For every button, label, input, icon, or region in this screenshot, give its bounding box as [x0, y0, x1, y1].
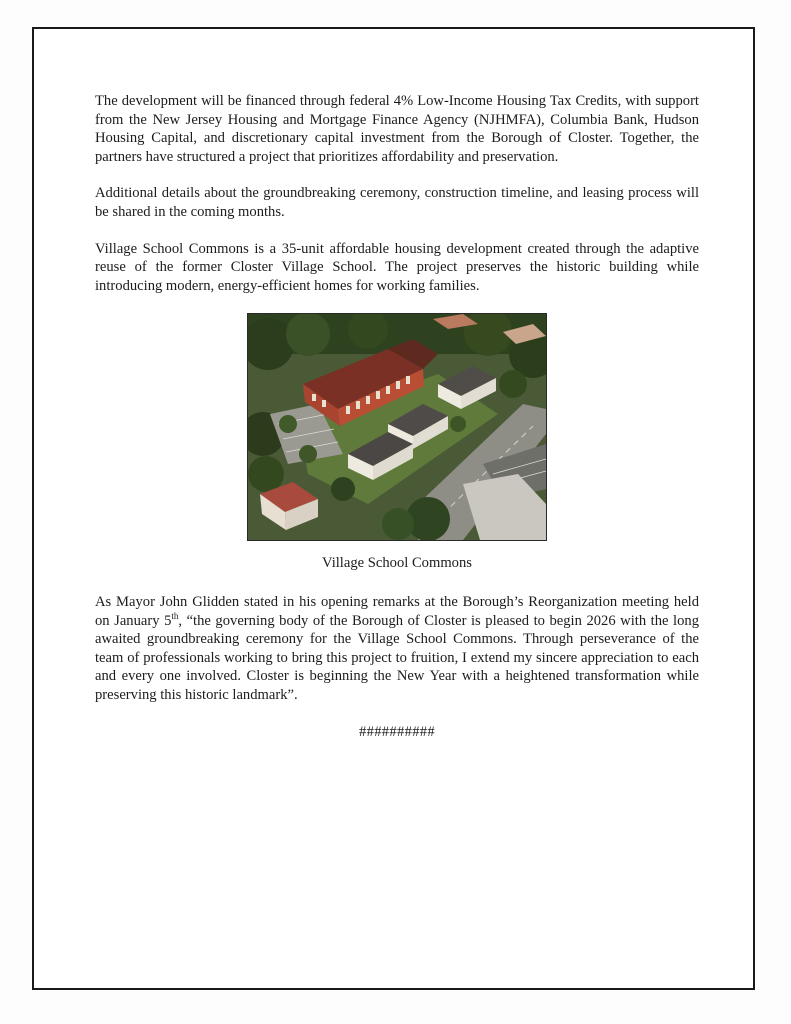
village-school-commons-rendering	[247, 313, 547, 541]
quote-text-start: As Mayor John Glidden stated in his opening remarks at the Borough’s Reorganization meeting held on January 5	[95, 593, 699, 629]
figure-caption: Village School Commons	[322, 555, 472, 572]
document-page	[32, 27, 755, 990]
paragraph-financing: The development will be financed through federal 4% Low-Income Housing Tax Credits, with support from the New Jersey Housing and Mortgage Finance Agency (NJHMFA), Columbia Bank, Hudson Housing Capital, and discretionary capital investment from the Borough of Closter. Together, the partners have structured a project that prioritizes affordability and preservation.	[95, 93, 699, 165]
quote-text-end: , “the governing body of the Borough of Closter is pleased to begin 2026 with the long awaited groundbreaking ceremony for the Village School Commons. Through perseverance of the team of professionals working to bring this project to fruition, I extend my sincere appreciation to each and every one involved. Closter is beginning the New Year with a heightened transformation while preserving this historic landmark”.	[95, 612, 699, 703]
end-of-release-mark: ##########	[359, 723, 435, 740]
paragraph-mayor-quote	[95, 593, 699, 705]
paragraph-additional-details: Additional details about the groundbreaking ceremony, construction timeline, and leasing process will be shared in the coming months.	[95, 185, 699, 220]
paragraph-project-description: Village School Commons is a 35-unit affordable housing development created through the adaptive reuse of the former Closter Village School. The project preserves the historic building while introducing modern, energy-efficient homes for working families.	[95, 240, 699, 294]
document-body	[95, 92, 699, 741]
ordinal-suffix: th	[171, 610, 179, 621]
